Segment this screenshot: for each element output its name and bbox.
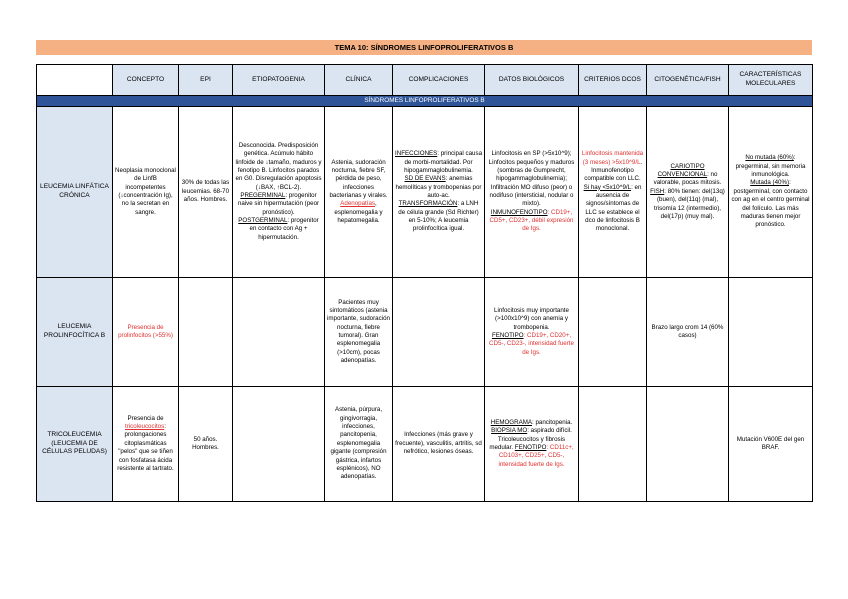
lpl-complicaciones (393, 278, 485, 387)
mutada-label: Mutada (40%) (750, 179, 790, 187)
llc-comp-evans (395, 175, 482, 200)
mutada-text: : postgerminal, con contacto con ag en el centro germinal del folículo. Las más maduras tienen mejor pronóstico. (731, 179, 810, 229)
tri-citogenetica (647, 387, 729, 502)
infecciones-text: : principal causa de morbi-mortalidad. Por hipogammaglobulinemia. (404, 150, 483, 174)
biopsia-label: BIOPSIA MO (491, 427, 528, 435)
lymphoproliferative-table (36, 64, 813, 502)
llc-clinica-text-2: , esplenomegalia y hepatomegalia. (334, 200, 383, 225)
llc-criterios (579, 107, 647, 278)
llc-clinica-text: Astenia, sudoración nocturna, fiebre SF, pérdida de peso, infecciones bacterianas y virales. (329, 158, 388, 199)
infecciones-label: INFECCIONES (395, 150, 438, 158)
llc-epi: 30% de todas las leucemias. 68-70 años. Hombres. (179, 107, 233, 278)
no-mutada-label: No mutada (60%) (745, 154, 794, 162)
llc-clinica (325, 107, 393, 278)
cariotipo-label: CARIOTIPO CONVENCIONAL (657, 162, 708, 179)
criterio-si-hay: Si hay <5x10^9/L (583, 183, 632, 191)
evans-label: SD DE EVANS (404, 175, 446, 183)
adenopatias-highlight: Adenopatías (340, 200, 375, 208)
hemograma-label: HEMOGRAMA (490, 418, 532, 426)
lpl-bio-text: Linfocitosis muy importante (>100x10^9) con anemia y trombopenia. (494, 306, 569, 331)
fenotipo-text: : CD19+, CD20+, CD5-, CD23-, intensidad fuerte de Igs. (489, 332, 574, 356)
header-etiopatogenia: ETIOPATOGENIA (233, 65, 325, 96)
tricoleucocitos-highlight: tricoleucocitos (125, 423, 165, 431)
llc-comp-transformacion (395, 200, 482, 233)
transformacion-label: TRANSFORMACIÓN (398, 200, 458, 208)
cariotipo-text: : no valorable, pocas mitosis. (653, 171, 722, 187)
postgerminal-text: : progenitor en contacto con Ag + hipermutación. (249, 217, 319, 241)
table-row (37, 387, 813, 502)
llc-complicaciones (393, 107, 485, 278)
document-title: TEMA 10: SÍNDROMES LINFOPROLIFERATIVOS B (36, 40, 812, 55)
tri-epi: 50 años. Hombres. (179, 387, 233, 502)
header-datos-biologicos: DATOS BIOLÓGICOS (485, 65, 579, 96)
hemograma-text: : pancitopenia. (532, 418, 573, 426)
tri-etiopatogenia (233, 387, 325, 502)
llc-datos-biologicos (485, 107, 579, 278)
row-label-lpl: LEUCEMIA PROLINFOCÍTICA B (37, 278, 113, 387)
header-clinica: CLÍNICA (325, 65, 393, 96)
criterio-text-2: : en ausencia de signos/síntomas de LLC se establece el dco de linfocitosis B monoclonal. (585, 183, 642, 233)
pregerminal-text: : progenitor naive sin hipermutación (peor pronóstico). (237, 192, 320, 216)
llc-etiopatogenia (233, 107, 325, 278)
header-criterios-dcos: CRITERIOS DCOS (579, 65, 647, 96)
lpl-etiopatogenia (233, 278, 325, 387)
lpl-clinica: Pacientes muy sintomáticos (astenia importante, sudoración nocturna, fiebre tumoral). Gran esplenomegalia (>10cm), pocas adenopatías. (325, 278, 393, 387)
fish-text: : 80% tienen: del(13q) (buen), del(11q) (mal), trisomía 12 (intermedio), del(17p) (muy mal). (653, 187, 725, 220)
llc-bio-text: Linfocitosis en SP (>5x10^9); Linfocitos pequeños y maduros (sombras de Gumprecht, hipogammaglobulinemia); Infiltración MO difuso (peor) o nodifuso (intersticial, nodular o mixto). (488, 150, 575, 208)
lpl-datos-biologicos (485, 278, 579, 387)
lpl-molecular (729, 278, 813, 387)
pregerminal-label: PREGERMINAL (240, 192, 286, 199)
row-label-tricoleucemia: TRICOLEUCEMIA (LEUCEMIA DE CÉLULAS PELUDAS) (37, 387, 113, 502)
llc-etio-text: Desconocida. Predisposición genética. Acúmulo hábito linfoide de ↓tamaño, maduros y fenotipo B. Linfocitos parados en G0. Disregulación apoptosis (↓BAX, ↑BCL-2). (235, 141, 322, 191)
no-mutada-text: : pregerminal, sin memoria inmunológica. (735, 154, 806, 179)
tri-clinica: Astenia, púrpura, gingivorragia, infecciones, pancitopenia, esplenomegalia gigante (compresión gástrica, infartos esplénicos), NO adenopatías. (325, 387, 393, 502)
lpl-fenotipo (487, 332, 576, 357)
tri-fenotipo-text: : CD11c+, CD103+, CD25+, CD5-, intensidad fuerte de Igs. (498, 444, 574, 468)
header-concepto: CONCEPTO (113, 65, 179, 96)
llc-mol-no-mutada (731, 154, 810, 179)
criterio-text-1: . Inmunofenotipo compatible con LLC. (584, 158, 643, 183)
llc-inmunofenotipo (487, 209, 576, 234)
tri-fenotipo-label: FENOTIPO (514, 444, 547, 451)
tri-concepto-text-2: : prolongaciones citoplasmáticas "pelos" que se tiñen con fosfatasa ácida resistente al tartrato. (117, 423, 174, 472)
header-caracteristicas-moleculares: CARACTERÍSTICAS MOLECULARES (729, 65, 813, 96)
table-row (37, 107, 813, 278)
fenotipo-label: FENOTIPO (491, 332, 524, 339)
criterio-linfocitosis: Linfocitosis mantenida (3 meses) >5x10^9/L (581, 150, 644, 166)
header-row (37, 65, 813, 96)
section-row (37, 96, 813, 107)
llc-etio-postgerminal (235, 217, 322, 242)
inmunofenotipo-label: INMUNOFENOTIPO (490, 208, 548, 216)
header-complicaciones: COMPLICACIONES (393, 65, 485, 96)
lpl-epi (179, 278, 233, 387)
evans-text: : anemias hemolíticas y trombopenias por auto-ac. (395, 175, 482, 199)
llc-mol-mutada (731, 179, 810, 229)
table-row (37, 278, 813, 387)
lpl-criterios (579, 278, 647, 387)
postgerminal-label: POSTGERMINAL (238, 217, 288, 225)
header-citogenetica: CITOGENÉTICA/FISH (647, 65, 729, 96)
row-label-llc: LEUCEMIA LINFÁTICA CRÓNICA (37, 107, 113, 278)
lpl-concepto: Presencia de prolinfocitos (>55%) (113, 278, 179, 387)
llc-comp-infecciones (395, 150, 482, 175)
tri-molecular: Mutación V600E del gen BRAF. (729, 387, 813, 502)
llc-molecular (729, 107, 813, 278)
tri-concepto (113, 387, 179, 502)
tri-concepto-text-1: Presencia de (127, 414, 164, 422)
biopsia-text: : aspirado difícil. Tricoleucocitos y fibrosis medular. (489, 427, 572, 451)
lpl-citogenetica: Brazo largo crom 14 (60% casos) (647, 278, 729, 387)
section-title: SÍNDROMES LINFOPROLIFERATIVOS B (37, 96, 813, 107)
transformacion-text: : a LNH de célula grande (Sd Richter) en 5-10%; A leucemia prolinfocítica igual. (398, 200, 479, 233)
tri-criterios (579, 387, 647, 502)
fish-label: FISH (650, 187, 665, 195)
header-epi: EPI (179, 65, 233, 96)
tri-datos-biologicos (485, 387, 579, 502)
inmunofenotipo-text: : CD19+, CD5+, CD23+, débil expresión de Igs. (489, 208, 574, 233)
llc-etio-pregerminal (235, 192, 322, 217)
llc-concepto: Neoplasia monoclonal de LinfB incompetentes (↓concentración Ig), no la secretan en sangre. (113, 107, 179, 278)
tri-complicaciones: Infecciones (más grave y frecuente), vasculitis, artritis, sd nefrótico, lesiones óseas. (393, 387, 485, 502)
corner-cell (37, 65, 113, 96)
llc-citogenetica (647, 107, 729, 278)
